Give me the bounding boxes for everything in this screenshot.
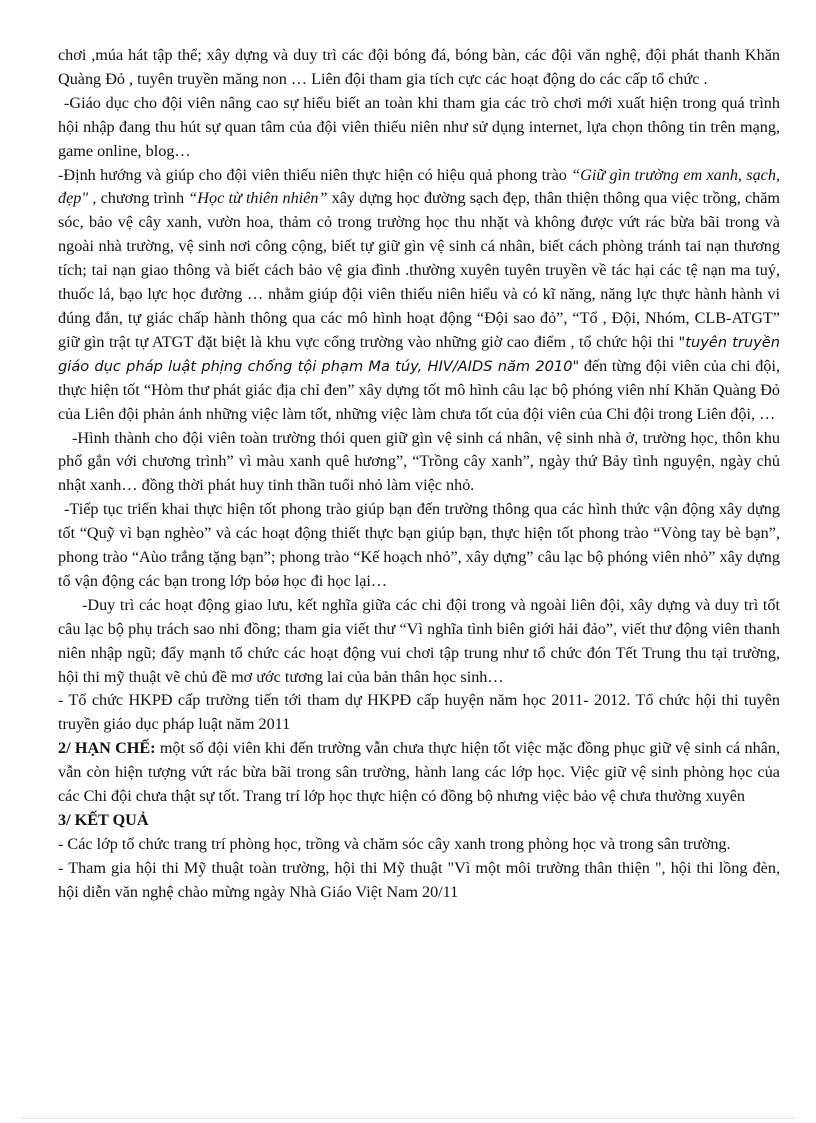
paragraph-green-school xyxy=(58,164,780,427)
paragraph-internet-safety: -Giáo dục cho đội viên nâng cao sự hiểu biết an toàn khi tham gia các trò chơi mới xuất hiện trong quá trình hội nhập đang thu hút sự quan tâm của đội viên thiếu niên như sử dụng internet, lựa chọn thông tin trên mạng, game online, blog… xyxy=(58,93,780,160)
paragraph-exchange-activities: -Duy trì các hoạt động giao lưu, kết nghĩa giữa các chi đội trong và ngoài liên đội, xây dựng và duy trì tốt câu lạc bộ phụ trách sao nhi đồng; tham gia viết thư “Vì nghĩa tình biên giới hải đảo”, viết thư động viên thanh niên nhập ngũ; đẩy mạnh tổ chức các hoạt động vui chơi tập trung như tổ chức đón Tết Trung thu tại trường, hội thi mỹ thuật vẽ chủ đề mơ ước tương lai của bản thân học sinh… xyxy=(58,595,780,686)
paragraph-result-contests: - Tham gia hội thi Mỹ thuật toàn trường, hội thi Mỹ thuật "Vì một môi trường thân thiện ", hội thi lồng đèn, hội diễn văn nghệ chào mừng ngày Nhà Giáo Việt Nam 20/11 xyxy=(58,858,780,901)
section-heading-results: 3/ KẾT QUẢ xyxy=(58,811,149,829)
paragraph-limitations xyxy=(58,737,780,809)
text-run: -Định hướng và giúp cho đội viên thiếu niên thực hiện có hiệu quả phong trào xyxy=(58,165,572,184)
section-heading-limitations: 2/ HẠN CHẾ: xyxy=(58,739,156,758)
paragraph-hkpd: - Tổ chức HKPĐ cấp trường tiến tới tham dự HKPĐ cấp huyện năm học 2011- 2012. Tổ chức hội thi tuyên truyền giáo dục pháp luật năm 2011 xyxy=(58,691,780,734)
italic-contest-name: "tuyên truyền giáo dục pháp luật phịng chống tội phạm Ma túy, HIV/AIDS năm 2010" xyxy=(58,333,780,375)
paragraph-help-friends: -Tiếp tục triển khai thực hiện tốt phong trào giúp bạn đến trường thông qua các hình thức vận động xây dựng tốt “Quỹ vì bạn nghèo” và các hoạt động thiết thực bạn giúp bạn, thực hiện tốt phong trào “Vòng tay bè bạn”, phong trào “Aùo trắng tặng bạn”; phong trào “Kế hoạch nhỏ”, xây dựng” câu lạc bộ phóng viên nhỏ” xây dựng tổ vận động các bạn trong lớp bỏø học đi học lại… xyxy=(58,500,780,590)
paragraph-hygiene-habits: -Hình thành cho đội viên toàn trường thói quen giữ gìn vệ sinh cá nhân, vệ sinh nhà ở, trường học, thôn khu phố gắn với chương trình” vì màu xanh quê hương”, “Trồng cây xanh”, ngày thứ Bảy tình nguyện, ngày chủ nhật xanh… đồng thời phát huy tinh thần tuổi nhỏ làm việc nhỏ. xyxy=(58,428,780,495)
page-bottom-divider xyxy=(20,1118,796,1119)
text-run: xây dựng học đường sạch đẹp, thân thiện thông qua việc trồng, chăm sóc, bảo vệ cây xanh, vườn hoa, thảm cỏ trong trường học thu nhặt và không được vứt rác bừa bãi trong và ngoài nhà trường, vệ sinh nơi công cộng, biết tự giữ gìn vệ sinh cá nhân, biết cách phòng tránh tai nạn thương tích; tai nạn giao thông và biết cách bảo vệ gia đình .thường xuyên tuyên truyền về tác hại các tệ nạn ma tuý, thuốc lá, bạo lực học đường … nhằm giúp đội viên thiếu niên hiểu và có kĩ năng, năng lực thực hành hành vi đúng đắn, tự giác chấp hành thông qua các mô hình hoạt động “Đội sao đỏ”, “Tổ , Đội, Nhóm, CLB-ATGT” giữ gìn trật tự ATGT đặt biệt là khu vực cổng trường vào những giờ cao điểm , tổ chức hội thi xyxy=(58,189,781,351)
paragraph-result-classrooms: - Các lớp tổ chức trang trí phòng học, trồng và chăm sóc cây xanh trong phòng học và trong sân trường. xyxy=(58,834,731,853)
document-page xyxy=(58,44,780,905)
italic-campaign-name: “Giữ gìn trường em xanh, sạch, đẹp" xyxy=(58,165,780,208)
text-run: đến từng đội viên của chi đội, thực hiện tốt “Hòm thư phát giác địa chỉ đen” xây dựng tốt mô hình câu lạc bộ phóng viên nhí Khăn Quàng Đỏ của Liên đội phản ánh những việc làm tốt, những việc làm chưa tốt của đội viên của Chi đội trong Liên đội, … xyxy=(58,356,780,423)
text-run: , chương trình xyxy=(88,189,189,208)
text-run: một số đội viên khi đến trường vẫn chưa thực hiện tốt việc mặc đồng phục giữ vệ sinh cá nhân, vẫn còn hiện tượng vứt rác bừa bãi trong sân trường, hành lang các lớp học. Việc giữ vệ sinh phòng học của các Chi đội chưa thật sự tốt. Trang trí lớp học thực hiện có đồng bộ nhưng việc bảo vệ chưa thường xuyên xyxy=(58,739,780,806)
paragraph-intro: chơi ,múa hát tập thể; xây dựng và duy trì các đội bóng đá, bóng bàn, các đội văn nghệ, đội phát thanh Khăn Quàng Đỏ , tuyên truyền măng non … Liên đội tham gia tích cực các hoạt động do các cấp tổ chức . xyxy=(58,46,780,88)
italic-program-name: “Học từ thiên nhiên” xyxy=(188,189,328,208)
